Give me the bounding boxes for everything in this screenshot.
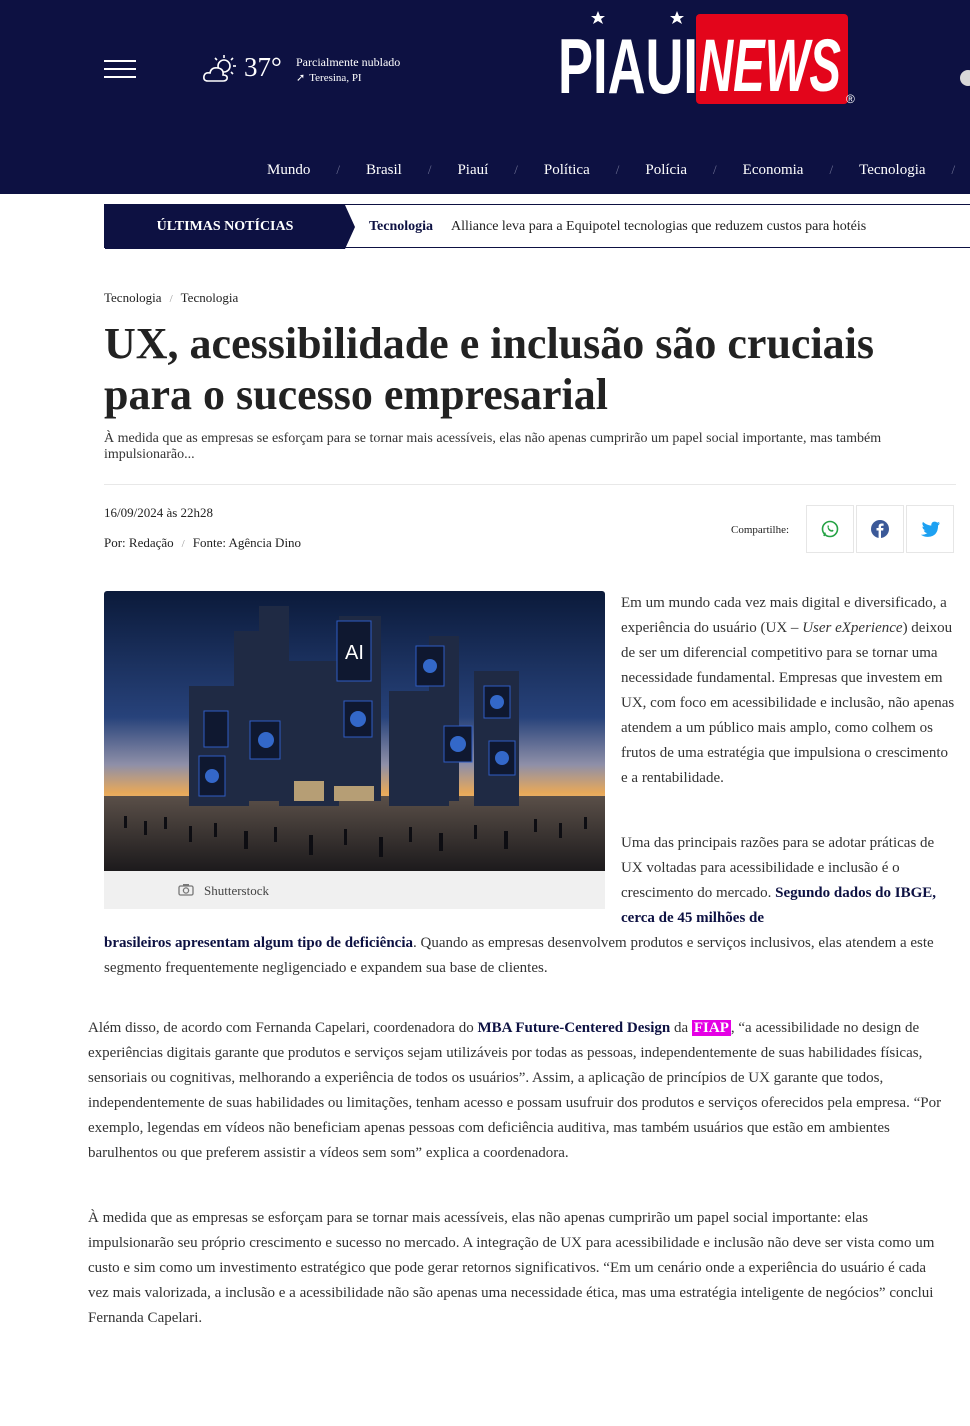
author: Por: Redação <box>104 535 174 550</box>
paragraph-3-text-a: Além disso, de acordo com Fernanda Capelari, coordenadora do <box>88 1020 478 1036</box>
location-arrow-icon: ➚ <box>296 72 306 84</box>
temperature: 37° <box>244 52 282 82</box>
twitter-share-button[interactable] <box>906 505 954 553</box>
divider <box>104 484 956 485</box>
breadcrumb-item[interactable]: Tecnologia <box>104 290 162 305</box>
camera-icon <box>178 883 194 896</box>
paragraph-1-emphasis: User eXperience <box>802 620 903 636</box>
nav-economia[interactable]: Economia <box>742 162 804 178</box>
main-nav <box>250 161 970 181</box>
piauinews-logo[interactable] <box>556 10 856 110</box>
fiap-link[interactable]: FIAP <box>693 1020 729 1036</box>
article-title: UX, acessibilidade e inclusão são cruciais para o sucesso empresarial <box>104 319 875 419</box>
source: Fonte: Agência Dino <box>192 535 302 550</box>
twitter-icon <box>920 521 940 538</box>
paragraph-3-text-b: , “a acessibilidade no design de experiências digitais garante que produtos e serviços sejam utilizáveis por todas as pessoas, independentemente de suas habilidades físicas, sensoriais ou cognitivas, melhorando a experiência de todos os usuários”. Assim, a aplicação de princípios de UX garante que todos, independentemente de suas habilidades ou limitações, tenham acesso e possam usufruir dos produtos e serviços oferecidos pela empresa. “Por exemplo, legendas em vídeos não beneficiam apenas pessoas com deficiência auditiva, mas também usuários que estão em ambientes barulhentos ou que preferem assistir a vídeos sem som” explica a coordenadora. <box>88 1020 942 1161</box>
nav-separator: / <box>427 162 432 177</box>
whatsapp-icon <box>821 520 839 538</box>
image-ai-sign: AI <box>345 642 364 664</box>
byline <box>104 535 301 551</box>
weather-condition: Parcialmente nublado <box>296 55 401 69</box>
nav-separator: / <box>615 162 620 177</box>
article-figure <box>104 591 605 909</box>
ticker-arrow <box>345 205 355 249</box>
paragraph-4: À medida que as empresas se esforçam para se tornar mais acessíveis, elas não apenas cumprirão um papel social importante: elas impulsionarão seu próprio crescimento e sucesso no mercado. A integração de UX para acessibilidade e inclusão não deve ser vista como um custo e sim como um investimento estratégico que pode gerar retornos significativos. “Em um cenário onde a experiência do usuário é cada vez mais valorizada, a inclusão e a acessibilidade não são apenas uma necessidade ética, mas uma estratégia inteligente de negócios” conclui Fernanda Capelari. <box>88 1210 935 1326</box>
menu-icon[interactable] <box>104 60 136 78</box>
ticker-category[interactable]: Tecnologia <box>369 219 434 234</box>
breadcrumb-separator: / <box>169 293 173 305</box>
paragraph-1-text-a: Em um mundo cada vez mais digital e diversificado, a experiência do usuário (UX – <box>621 595 947 636</box>
share-label: Compartilhe: <box>731 524 790 536</box>
nav-tecnologia[interactable]: Tecnologia <box>859 162 926 178</box>
nav-mundo[interactable]: Mundo <box>267 162 311 178</box>
breadcrumb-item[interactable]: Tecnologia <box>180 290 239 305</box>
whatsapp-share-button[interactable] <box>806 505 854 553</box>
nav-piaui[interactable]: Piauí <box>457 162 489 178</box>
paragraph-2-end <box>104 931 954 981</box>
nav-brasil[interactable]: Brasil <box>365 162 402 178</box>
facebook-share-button[interactable] <box>856 505 904 553</box>
breadcrumb <box>104 290 238 306</box>
logo-part2: NEWS <box>699 24 841 107</box>
ibge-data-link-continued[interactable]: brasileiros apresentam algum tipo de deficiência <box>104 935 414 951</box>
nav-separator: / <box>951 162 956 177</box>
article-lead: À medida que as empresas se esforçam para se tornar mais acessíveis, elas não apenas cumprirão um papel social importante, mas também impulsionarão... <box>104 431 882 462</box>
nav-separator: / <box>713 162 717 177</box>
image-caption: Shutterstock <box>204 883 269 898</box>
breaking-news-ticker <box>104 204 970 248</box>
location-text: Teresina, PI <box>309 72 362 84</box>
byline-separator: / <box>181 538 185 550</box>
search-toggle[interactable] <box>960 70 970 86</box>
paragraph-1 <box>621 591 957 791</box>
nav-separator: / <box>514 162 518 177</box>
logo-part1: PIAUI <box>558 22 698 110</box>
ibge-data-link[interactable]: Segundo dados do IBGE, cerca de 45 milhões de <box>621 885 937 926</box>
partly-cloudy-icon <box>202 54 238 84</box>
nav-separator: / <box>336 162 340 177</box>
nav-separator: / <box>829 162 834 177</box>
mba-link[interactable]: MBA Future-Centered Design <box>477 1020 671 1036</box>
paragraph-2-text-b: . Quando as empresas desenvolvem produtos e serviços inclusivos, elas atendem a este segmento frequentemente negligenciado e expandem sua base de clientes. <box>104 935 934 976</box>
nav-policia[interactable]: Polícia <box>645 162 688 178</box>
paragraph-1-text-b: ) deixou de ser um diferencial competitivo para se tornar uma necessidade fundamental. Empresas que investem em UX, com foco em acessibilidade e inclusão, não apenas atendem a um público mais amplo, como colhem os frutos de uma estratégia que impulsiona o crescimento e a rentabilidade. <box>621 620 955 786</box>
facebook-icon <box>871 520 889 538</box>
paragraph-2-text-a: Uma das principais razões para se adotar práticas de UX voltadas para acessibilidade e inclusão é o crescimento do mercado. <box>621 835 935 901</box>
ticker-label: ÚLTIMAS NOTÍCIAS <box>105 205 345 249</box>
weather-location <box>296 71 362 84</box>
logo-registered: ® <box>846 92 855 106</box>
paragraph-2-start <box>621 831 957 931</box>
paragraph-3 <box>88 1016 950 1166</box>
article-image[interactable] <box>104 591 605 871</box>
site-header <box>0 0 970 194</box>
image-caption-bar <box>104 871 605 909</box>
publish-date: 16/09/2024 às 22h28 <box>104 505 214 520</box>
ticker-headline[interactable]: Alliance leva para a Equipotel tecnologias que reduzem custos para hotéis <box>451 219 867 234</box>
paragraph-3-text-mid: da <box>670 1020 692 1036</box>
nav-politica[interactable]: Política <box>543 162 590 178</box>
